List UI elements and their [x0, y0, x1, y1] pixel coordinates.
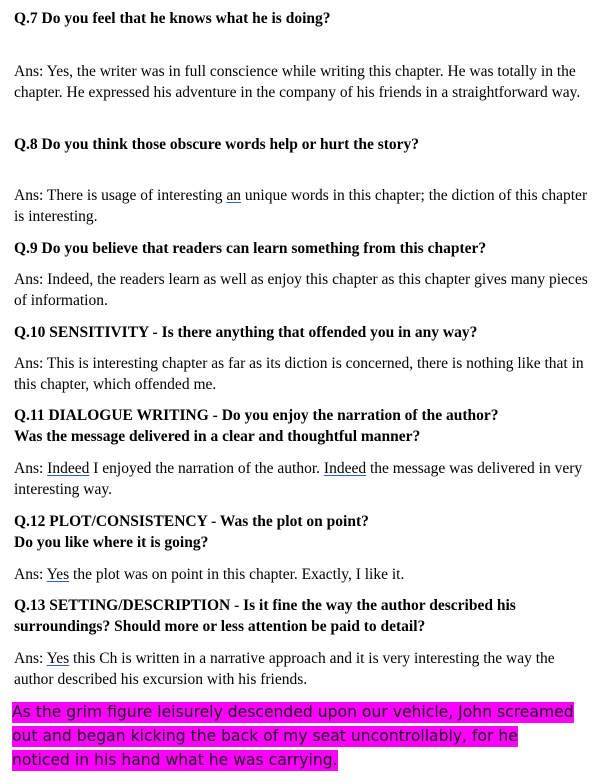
- answer-8: [14, 185, 592, 227]
- question-12-line1: Q.12 PLOT/CONSISTENCY - Was the plot on point?: [14, 513, 369, 530]
- answer-11-flagged-word-2: Indeed: [323, 460, 367, 477]
- answer-7: Ans: Yes, the writer was in full conscience while writing this chapter. He was totally in the chapter. He expressed his adventure in the company of his friends in a straightforward way.: [14, 63, 581, 101]
- answer-11-flagged-word-1: Indeed: [47, 460, 90, 477]
- question-12: [14, 511, 592, 553]
- answer-13-pre: Ans:: [14, 650, 47, 667]
- answer-9: Ans: Indeed, the readers learn as well as enjoy this chapter as this chapter gives many pieces of information.: [14, 271, 588, 309]
- answer-12-flagged-word: Yes: [46, 566, 70, 583]
- answer-8-pre: Ans: There is usage of interesting: [14, 187, 227, 204]
- question-11-line1: Q.11 DIALOGUE WRITING - Do you enjoy the narration of the author?: [14, 407, 499, 424]
- answer-11-mid: I enjoyed the narration of the author.: [89, 460, 324, 477]
- question-9: Q.9 Do you believe that readers can learn something from this chapter?: [14, 240, 487, 257]
- highlighted-line-3: noticed in his hand what he was carrying.: [12, 751, 338, 769]
- answer-10: Ans: This is interesting chapter as far as its diction is concerned, there is nothing like that in this chapter, which offended me.: [14, 355, 584, 393]
- question-13: Q.13 SETTING/DESCRIPTION - Is it fine the way the author described his surroundings? Should more or less attention be paid to detail?: [14, 597, 516, 635]
- answer-11: [14, 458, 592, 500]
- answer-8-flagged-word: an: [226, 187, 242, 204]
- answer-11-post: the message was delivered in very interesting way.: [14, 460, 583, 498]
- highlighted-line-1: As the grim figure leisurely descended upon our vehicle, John screamed: [12, 703, 574, 721]
- answer-12-pre: Ans:: [14, 566, 47, 583]
- answer-12: [14, 564, 592, 585]
- answer-13: [14, 648, 592, 690]
- answer-13-post: this Ch is written in a narrative approach and it is very interesting the way the author described his excursion with his friends.: [14, 650, 555, 688]
- question-11: [14, 405, 592, 447]
- answer-8-post: unique words in this chapter; the diction of this chapter is interesting.: [14, 187, 588, 225]
- answer-11-pre: Ans:: [14, 460, 48, 477]
- question-7: Q.7 Do you feel that he knows what he is doing?: [14, 10, 331, 27]
- question-11-line2: Was the message delivered in a clear and thoughtful manner?: [14, 428, 421, 445]
- answer-12-post: the plot was on point in this chapter. Exactly, I like it.: [69, 566, 405, 583]
- highlighted-excerpt: [12, 700, 588, 772]
- question-8: Q.8 Do you think those obscure words help or hurt the story?: [14, 136, 420, 153]
- question-12-line2: Do you like where it is going?: [14, 534, 209, 551]
- question-10: Q.10 SENSITIVITY - Is there anything that offended you in any way?: [14, 324, 478, 341]
- highlighted-line-2: out and began kicking the back of my seat uncontrollably, for he: [12, 727, 518, 745]
- answer-13-flagged-word: Yes: [46, 650, 70, 667]
